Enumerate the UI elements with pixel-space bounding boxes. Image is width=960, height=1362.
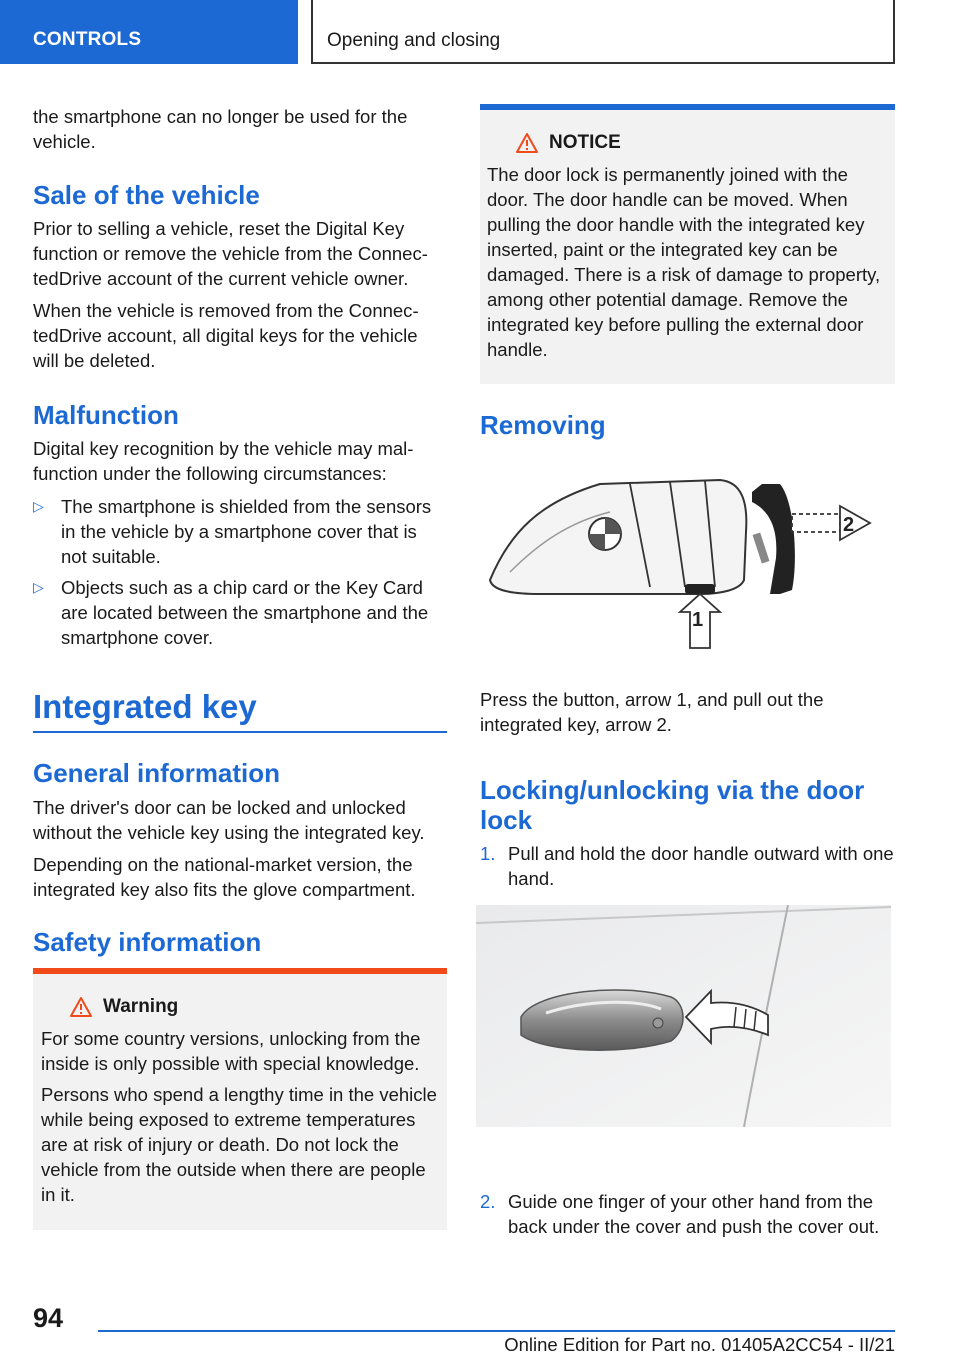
door-handle-figure bbox=[476, 905, 891, 1127]
footer-edition: Online Edition for Part no. 01405A2CC54 - II/21 bbox=[504, 1334, 895, 1355]
page-number: 94 bbox=[33, 1303, 64, 1333]
notice-bar bbox=[480, 104, 895, 110]
header-section-tab bbox=[0, 0, 298, 64]
sale-heading: Sale of the vehicle bbox=[33, 180, 260, 210]
intro-paragraph: the smartphone can no longer be used for the vehicle. bbox=[33, 106, 408, 152]
warning-bar bbox=[33, 968, 447, 974]
step-1 bbox=[480, 841, 895, 891]
arrow-1-label: 1 bbox=[692, 609, 704, 631]
step-2-number: 2. bbox=[480, 1191, 496, 1212]
step-2-text: Guide one finger of your other hand from the back under the cover and push the cover out. bbox=[508, 1191, 880, 1237]
list-item: ▷ The smartphone is shielded from the sensors in the vehicle by a smartphone cover that is not suitable. bbox=[33, 496, 432, 567]
triangle-bullet-icon: ▷ bbox=[33, 498, 44, 514]
general-info-heading: General information bbox=[33, 758, 281, 788]
warning-title-row bbox=[41, 996, 437, 1018]
step-1-text: Pull and hold the door handle outward with one hand. bbox=[508, 843, 894, 889]
header-section-label: CONTROLS bbox=[33, 29, 142, 50]
malfunction-paragraph: Digital key recognition by the vehicle may malfunction under the following circumstances: bbox=[33, 438, 414, 484]
footer-divider bbox=[98, 1330, 895, 1332]
triangle-bullet-icon: ▷ bbox=[33, 579, 44, 595]
notice-box bbox=[480, 104, 895, 384]
warning-box bbox=[33, 968, 447, 1230]
header-chapter-tab bbox=[311, 0, 895, 64]
notice-title: NOTICE bbox=[549, 132, 621, 153]
notice-paragraph: The door lock is permanently joined with the door. The door handle can be moved. When pulling the door handle with the integrated key inserted, paint or the integrated key can be damaged. There is a risk of damage to property, among other potential damage. Remove the integrated key before pulling the external door handle. bbox=[487, 164, 881, 360]
sale-paragraph-1: Prior to selling a vehicle, reset the Digital Key function or remove the vehicle from the ConnectedDrive account of the current vehicle owner. bbox=[33, 218, 428, 289]
notice-triangle-icon bbox=[515, 132, 539, 154]
chapter-divider bbox=[33, 731, 447, 733]
removing-heading: Removing bbox=[480, 410, 606, 440]
malfunction-bullet-list bbox=[33, 494, 447, 650]
arrow-2-label: 2 bbox=[843, 514, 855, 536]
notice-title-row bbox=[487, 132, 887, 154]
general-paragraph-1: The driver's door can be locked and unlocked without the vehicle key using the integrated key. bbox=[33, 797, 425, 843]
locking-heading: Locking/unlocking via the door lock bbox=[480, 775, 865, 835]
integrated-key-heading: Integrated key bbox=[33, 688, 257, 725]
general-paragraph-2: Depending on the national-market version, the integrated key also fits the glove compartment. bbox=[33, 854, 416, 900]
step-1-number: 1. bbox=[480, 843, 496, 864]
key-removal-figure bbox=[480, 462, 895, 662]
list-item: ▷ Objects such as a chip card or the Key Card are located between the smartphone and the smartphone cover. bbox=[33, 577, 429, 648]
arrow-2-icon bbox=[792, 506, 870, 540]
removing-paragraph: Press the button, arrow 1, and pull out the integrated key, arrow 2. bbox=[480, 689, 824, 735]
step-2 bbox=[480, 1189, 895, 1239]
warning-title: Warning bbox=[103, 996, 179, 1017]
safety-heading: Safety information bbox=[33, 927, 262, 957]
sale-paragraph-2: When the vehicle is removed from the ConnectedDrive account, all digital keys for the vehicle will be deleted. bbox=[33, 300, 419, 371]
warning-paragraph-1: For some country versions, unlocking from the inside is only possible with special knowledge. bbox=[41, 1028, 421, 1074]
warning-paragraph-2: Persons who spend a lengthy time in the vehicle while being exposed to extreme temperatures are at risk of injury or death. Do not lock the vehicle from the outside when there are people in it. bbox=[41, 1084, 437, 1205]
warning-triangle-icon bbox=[69, 996, 93, 1018]
header-chapter-label: Opening and closing bbox=[327, 30, 501, 51]
malfunction-heading: Malfunction bbox=[33, 400, 179, 430]
